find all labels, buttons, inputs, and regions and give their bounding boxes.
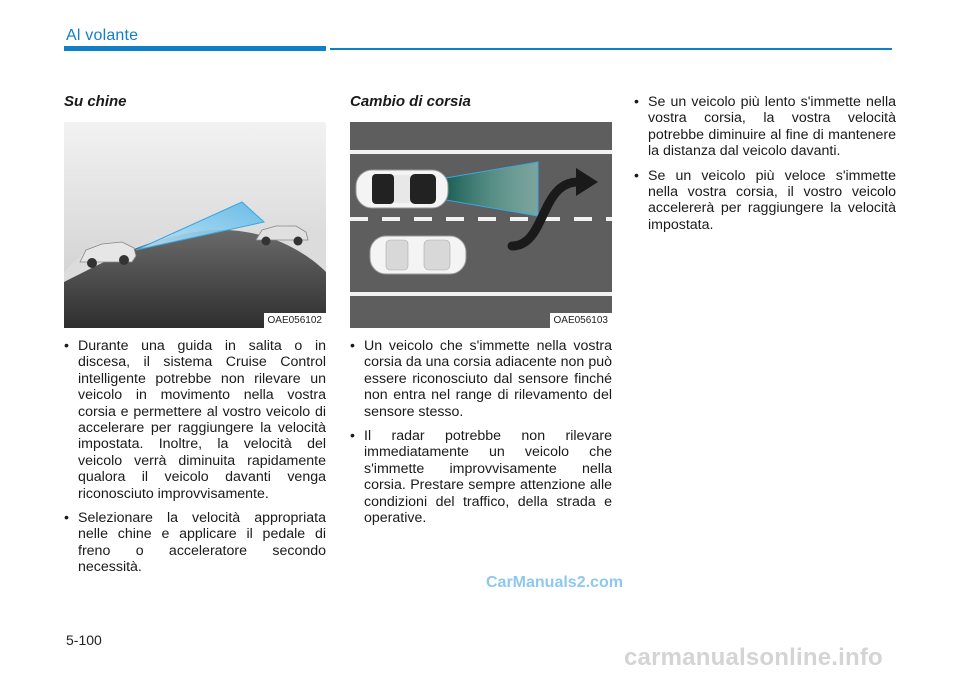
bullet-item: • Durante una guida in salita o in discesa, il sistema Cruise Control intelligente potrebbe non rilevare un veicolo in movimento nella vostra corsia e permettere al vostro veicolo di accelerare per raggiungere la velocità impostata. Inoltre, la velocità del veicolo verrà diminuita rapidamente qualora il veicolo davanti venga riconosciuto improvvisamente. <box>64 338 326 502</box>
figure-lane-change <box>350 122 612 328</box>
merging-car-icon <box>370 236 466 274</box>
column-right <box>634 94 896 241</box>
hill-illustration <box>64 122 326 328</box>
header-rule-thin <box>330 48 892 50</box>
page-number: 5-100 <box>66 632 102 648</box>
lane-change-illustration <box>350 122 612 328</box>
bullet-list-speed <box>634 94 896 233</box>
bullet-list-hills <box>64 338 326 576</box>
watermark-site: carmanualsonline.info <box>624 644 883 671</box>
header-rule-thick <box>64 46 326 51</box>
figure-code: OAE056103 <box>550 313 613 328</box>
bullet-item: • Se un veicolo più veloce s'immette nella vostra corsia, il vostro veicolo accelererà per raggiungere la velocità impostata. <box>634 168 896 234</box>
bullet-item: • Il radar potrebbe non rilevare immediatamente un veicolo che s'immette improvvisamente nella corsia. Prestare sempre attenzione alle condizioni del traffico, della strada e operative. <box>350 428 612 526</box>
figure-hills <box>64 122 326 328</box>
bullet-list-lane-change <box>350 338 612 526</box>
heading-hills: Su chine <box>64 93 127 110</box>
bullet-item: • Un veicolo che s'immette nella vostra corsia da una corsia adiacente non può essere riconosciuto dal sensore finché non entra nel range di rilevamento del sensore stesso. <box>350 338 612 420</box>
bullet-item: • Selezionare la velocità appropriata nelle chine e applicare il pedale di freno o acceleratore secondo necessità. <box>64 510 326 576</box>
own-car-icon <box>356 170 448 208</box>
bullet-item: • Se un veicolo più lento s'immette nella vostra corsia, la vostra velocità potrebbe diminuire al fine di mantenere la distanza dal veicolo davanti. <box>634 94 896 160</box>
column-middle <box>350 94 612 534</box>
column-left <box>64 94 326 584</box>
heading-lane-change: Cambio di corsia <box>350 93 471 110</box>
figure-code: OAE056102 <box>264 313 327 328</box>
watermark-logo: CarManuals2.com <box>486 574 623 591</box>
section-title: Al volante <box>66 27 139 44</box>
